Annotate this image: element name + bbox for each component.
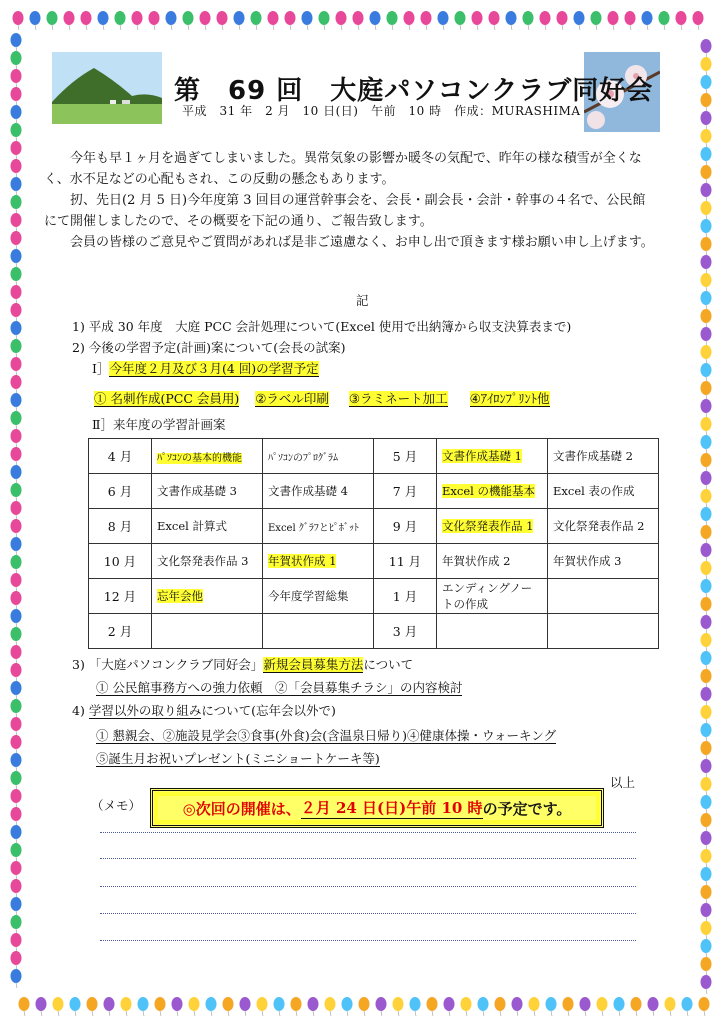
balloon-icon — [11, 393, 22, 407]
balloon-icon — [701, 435, 712, 449]
balloon-icon — [701, 273, 712, 287]
balloon-icon — [701, 417, 712, 431]
balloon-icon — [699, 997, 710, 1011]
balloon-icon — [149, 11, 160, 25]
next-meeting-notice — [150, 788, 604, 828]
item-4-lead: 4) — [72, 703, 89, 718]
balloon-icon — [701, 93, 712, 107]
balloon-icon — [614, 997, 625, 1011]
notice-prefix: ◎次回の開催は、 — [182, 799, 301, 818]
section-1-heading — [92, 358, 319, 379]
balloon-icon — [308, 997, 319, 1011]
item-3-lead: 3) 「大庭パソコンクラブ同好会」 — [72, 657, 264, 672]
balloon-icon — [701, 201, 712, 215]
balloon-icon — [240, 997, 251, 1011]
month-cell: 12 月 — [89, 579, 152, 614]
balloon-icon — [387, 11, 398, 25]
balloon-icon — [701, 363, 712, 377]
balloon-icon — [11, 627, 22, 641]
item-4-underlined: 学習以外の取り組み — [88, 703, 202, 718]
mountain-landscape-photo — [52, 52, 162, 124]
topic-cell: 文書作成基礎 3 — [152, 474, 263, 509]
balloon-icon — [11, 69, 22, 83]
balloon-icon — [427, 997, 438, 1011]
balloon-icon — [11, 609, 22, 623]
balloon-icon — [701, 381, 712, 395]
balloon-icon — [557, 11, 568, 25]
balloon-icon — [631, 997, 642, 1011]
balloon-icon — [81, 11, 92, 25]
balloon-icon — [701, 39, 712, 53]
balloon-icon — [11, 339, 22, 353]
balloon-icon — [701, 75, 712, 89]
memo-line — [100, 886, 636, 887]
table-row — [89, 474, 659, 509]
memo-line — [100, 832, 636, 833]
balloon-icon — [701, 165, 712, 179]
balloon-icon — [11, 105, 22, 119]
balloon-icon — [682, 997, 693, 1011]
balloon-icon — [11, 429, 22, 443]
balloon-icon — [701, 831, 712, 845]
balloon-icon — [472, 11, 483, 25]
balloon-icon — [11, 159, 22, 173]
month-cell: 10 月 — [89, 544, 152, 579]
balloon-icon — [421, 11, 432, 25]
month-cell: 4 月 — [89, 439, 152, 474]
balloon-icon — [166, 11, 177, 25]
balloon-icon — [11, 807, 22, 821]
newsletter-page — [44, 40, 680, 984]
balloon-icon — [11, 483, 22, 497]
item-4-tail: について(忘年会以外で) — [201, 703, 336, 718]
page-subtitle: 平成 31 年 2 月 10 日(日) 午前 10 時 作成：MURASHIMA — [182, 104, 581, 118]
month-cell: 7 月 — [374, 474, 437, 509]
balloon-icon — [444, 997, 455, 1011]
topic-cell — [437, 614, 548, 649]
balloon-icon — [461, 997, 472, 1011]
balloon-icon — [701, 57, 712, 71]
schedule-table — [88, 438, 659, 649]
balloon-icon — [529, 997, 540, 1011]
topic-cell: 文書作成基礎 1 — [437, 439, 548, 474]
balloon-icon — [701, 489, 712, 503]
topic-cell: 年賀状作成 3 — [548, 544, 659, 579]
balloon-icon — [11, 753, 22, 767]
balloon-icon — [648, 997, 659, 1011]
balloon-icon — [183, 11, 194, 25]
balloon-icon — [701, 507, 712, 521]
balloon-icon — [11, 321, 22, 335]
topic-cell: 文化祭発表作品 1 — [437, 509, 548, 544]
balloon-icon — [325, 997, 336, 1011]
balloon-icon — [591, 11, 602, 25]
item-4-sub-2 — [96, 748, 380, 769]
topic-cell: 忘年会他 — [152, 579, 263, 614]
balloon-icon — [546, 997, 557, 1011]
balloon-icon — [404, 11, 415, 25]
balloon-icon — [13, 11, 24, 25]
balloon-icon — [701, 885, 712, 899]
balloon-icon — [676, 11, 687, 25]
topic-list — [94, 388, 550, 409]
balloon-icon — [701, 651, 712, 665]
balloon-icon — [11, 771, 22, 785]
balloon-icon — [11, 213, 22, 227]
balloon-icon — [597, 997, 608, 1011]
intro-paragraph-1: 今年も早１ヶ月を過ぎてしまいました。異常気象の影響か暖冬の気配で、昨年の様な積雪が全くなく、水不足などの心配もされ、この反動の懸念もあります。 — [44, 151, 642, 187]
topic-cell: 年賀状作成 2 — [437, 544, 548, 579]
balloon-icon — [200, 11, 211, 25]
item-4 — [72, 700, 336, 721]
topic-3: ③ラミネート加工 — [348, 391, 448, 406]
balloon-icon — [701, 255, 712, 269]
balloon-icon — [701, 543, 712, 557]
balloon-icon — [665, 997, 676, 1011]
balloon-icon — [701, 147, 712, 161]
topic-cell: 年賀状作成 1 — [263, 544, 374, 579]
balloon-icon — [701, 723, 712, 737]
topic-cell — [548, 579, 659, 614]
balloon-icon — [438, 11, 449, 25]
balloon-icon — [11, 717, 22, 731]
balloon-icon — [115, 11, 126, 25]
balloon-icon — [189, 997, 200, 1011]
table-row — [89, 614, 659, 649]
balloon-icon — [217, 11, 228, 25]
balloon-icon — [701, 327, 712, 341]
balloon-icon — [701, 921, 712, 935]
topic-2: ②ラベル印刷 — [255, 391, 329, 406]
balloon-icon — [11, 465, 22, 479]
balloon-icon — [11, 375, 22, 389]
item-3-tail: について — [363, 657, 414, 672]
balloon-icon — [268, 11, 279, 25]
balloon-icon — [11, 249, 22, 263]
balloon-icon — [455, 11, 466, 25]
memo-line — [100, 913, 636, 914]
section-1-title: 今年度２月及び３月(4 回)の学習予定 — [109, 361, 319, 376]
balloon-icon — [540, 11, 551, 25]
balloon-icon — [495, 997, 506, 1011]
balloon-icon — [19, 997, 30, 1011]
balloon-icon — [11, 303, 22, 317]
memo-label: （メモ） — [91, 798, 142, 813]
balloon-icon — [291, 997, 302, 1011]
balloon-icon — [104, 997, 115, 1011]
balloon-icon — [11, 735, 22, 749]
topic-cell: Excel 表の作成 — [548, 474, 659, 509]
balloon-icon — [87, 997, 98, 1011]
balloon-icon — [11, 411, 22, 425]
month-cell: 5 月 — [374, 439, 437, 474]
balloon-icon — [701, 399, 712, 413]
balloon-icon — [701, 867, 712, 881]
notice-date: ２月 24 日(日)午前 10 時 — [300, 799, 483, 817]
topic-cell: Excel ｸﾞﾗﾌとﾋﾟﾎﾞｯﾄ — [263, 509, 374, 544]
balloon-icon — [701, 777, 712, 791]
balloon-icon — [563, 997, 574, 1011]
table-row — [89, 579, 659, 614]
balloon-icon — [11, 699, 22, 713]
balloon-icon — [580, 997, 591, 1011]
balloon-icon — [701, 453, 712, 467]
balloon-icon — [701, 129, 712, 143]
balloon-icon — [11, 123, 22, 137]
balloon-icon — [701, 345, 712, 359]
balloon-icon — [574, 11, 585, 25]
balloon-icon — [47, 11, 58, 25]
balloon-icon — [11, 591, 22, 605]
month-cell: 2 月 — [89, 614, 152, 649]
topic-cell: 文書作成基礎 4 — [263, 474, 374, 509]
balloon-icon — [336, 11, 347, 25]
balloon-icon — [30, 11, 41, 25]
balloon-icon — [608, 11, 619, 25]
balloon-icon — [121, 997, 132, 1011]
balloon-icon — [353, 11, 364, 25]
item-3-highlight: 新規会員募集方法 — [263, 657, 364, 672]
balloon-icon — [11, 969, 22, 983]
balloon-icon — [701, 309, 712, 323]
balloon-icon — [132, 11, 143, 25]
balloon-icon — [342, 997, 353, 1011]
balloon-icon — [359, 997, 370, 1011]
intro-paragraph-2: 扨、先日(2 月 5 日)今年度第 3 回目の運営幹事会を、会長・副会長・会計・幹事の４名で、公民館にて開催しましたので、その概要を下記の通り、ご報告致します。 — [44, 193, 646, 229]
balloon-icon — [11, 663, 22, 677]
balloon-icon — [701, 579, 712, 593]
balloon-icon — [642, 11, 653, 25]
balloon-icon — [11, 861, 22, 875]
balloon-icon — [11, 357, 22, 371]
balloon-icon — [701, 813, 712, 827]
topic-cell — [263, 614, 374, 649]
balloon-icon — [701, 597, 712, 611]
balloon-icon — [223, 997, 234, 1011]
balloon-icon — [11, 933, 22, 947]
balloon-icon — [53, 997, 64, 1011]
balloon-icon — [11, 267, 22, 281]
balloon-icon — [625, 11, 636, 25]
balloon-icon — [701, 615, 712, 629]
balloon-icon — [257, 997, 268, 1011]
balloon-icon — [701, 471, 712, 485]
item-4-sub-2-text: ⑤誕生月お祝いプレゼント(ミニショートケーキ等) — [96, 751, 380, 766]
balloon-icon — [172, 997, 183, 1011]
balloon-icon — [701, 687, 712, 701]
balloon-icon — [701, 237, 712, 251]
topic-cell: ﾊﾟｿｺﾝの基本的機能 — [152, 439, 263, 474]
memo-line — [100, 940, 636, 941]
balloon-icon — [701, 795, 712, 809]
balloon-icon — [11, 51, 22, 65]
balloon-icon — [11, 501, 22, 515]
table-row — [89, 544, 659, 579]
balloon-icon — [11, 951, 22, 965]
table-row — [89, 439, 659, 474]
item-1: 1) 平成 30 年度 大庭 PCC 会計処理について(Excel 使用で出納簿から収支決算表まで) — [72, 319, 572, 334]
balloon-icon — [523, 11, 534, 25]
balloon-icon — [701, 525, 712, 539]
topic-cell: Excel 計算式 — [152, 509, 263, 544]
balloon-icon — [489, 11, 500, 25]
balloon-icon — [64, 11, 75, 25]
balloon-icon — [11, 519, 22, 533]
balloon-icon — [693, 11, 704, 25]
balloon-icon — [302, 11, 313, 25]
topic-cell: 今年度学習総集 — [263, 579, 374, 614]
topic-cell — [152, 614, 263, 649]
month-cell: 1 月 — [374, 579, 437, 614]
balloon-icon — [138, 997, 149, 1011]
month-cell: 11 月 — [374, 544, 437, 579]
balloon-icon — [11, 87, 22, 101]
balloon-icon — [701, 903, 712, 917]
balloon-icon — [11, 141, 22, 155]
balloon-icon — [701, 111, 712, 125]
balloon-icon — [155, 997, 166, 1011]
balloon-icon — [701, 633, 712, 647]
table-row — [89, 509, 659, 544]
ki-heading: 記 — [356, 293, 369, 308]
balloon-icon — [701, 741, 712, 755]
item-3-sub-text: ① 公民館事務方への強力依頼 ②「会員募集チラシ」の内容検討 — [96, 680, 463, 695]
notice-suffix: の予定です。 — [482, 799, 572, 818]
topic-cell: エンディングノートの作成 — [437, 579, 548, 614]
balloon-icon — [701, 975, 712, 989]
balloon-icon — [11, 879, 22, 893]
balloon-icon — [701, 759, 712, 773]
topic-cell: 文書作成基礎 2 — [548, 439, 659, 474]
balloon-icon — [11, 789, 22, 803]
balloon-icon — [11, 825, 22, 839]
balloon-icon — [512, 997, 523, 1011]
intro-paragraph-3: 会員の皆様のご意見やご質問があれば是非ご遠慮なく、お申し出で頂きます様お願い申し上げます。 — [70, 235, 654, 250]
balloon-icon — [234, 11, 245, 25]
page-title: 第 69 回 大庭パソコンクラブ同好会 — [174, 76, 654, 106]
balloon-icon — [11, 33, 22, 47]
balloon-icon — [701, 219, 712, 233]
item-4-sub-1 — [96, 725, 556, 746]
balloon-icon — [701, 705, 712, 719]
balloon-icon — [11, 573, 22, 587]
balloon-icon — [11, 645, 22, 659]
balloon-icon — [206, 997, 217, 1011]
balloon-icon — [506, 11, 517, 25]
topic-cell: ﾊﾟｿｺﾝのﾌﾟﾛｸﾞﾗﾑ — [263, 439, 374, 474]
month-cell: 6 月 — [89, 474, 152, 509]
balloon-icon — [701, 291, 712, 305]
balloon-icon — [251, 11, 262, 25]
topic-4: ④ｱｲﾛﾝﾌﾟﾘﾝﾄ他 — [469, 391, 550, 406]
topic-cell — [548, 614, 659, 649]
month-cell: 8 月 — [89, 509, 152, 544]
balloon-icon — [11, 915, 22, 929]
balloon-icon — [478, 997, 489, 1011]
item-3 — [72, 654, 413, 675]
balloon-icon — [701, 849, 712, 863]
balloon-icon — [393, 997, 404, 1011]
balloon-icon — [701, 669, 712, 683]
balloon-icon — [410, 997, 421, 1011]
balloon-icon — [11, 843, 22, 857]
item-3-sub — [96, 677, 462, 698]
month-cell: 9 月 — [374, 509, 437, 544]
balloon-icon — [701, 561, 712, 575]
section-2-heading: Ⅱ］来年度の学習計画案 — [92, 417, 226, 432]
balloon-icon — [11, 897, 22, 911]
item-2: 2) 今後の学習予定(計画)案について(会長の試案) — [72, 340, 346, 355]
topic-1: ① 名刺作成(PCC 会員用) — [94, 391, 240, 406]
balloon-icon — [11, 177, 22, 191]
month-cell: 3 月 — [374, 614, 437, 649]
balloon-icon — [11, 555, 22, 569]
item-4-sub-1-text: ① 懇親会、②施設見学会③食事(外食)会(含温泉日帰り)④健康体操・ウォーキング — [96, 728, 557, 743]
balloon-icon — [659, 11, 670, 25]
section-1-prefix: Ⅰ］ — [92, 361, 110, 376]
balloon-icon — [11, 537, 22, 551]
balloon-icon — [701, 939, 712, 953]
balloon-icon — [274, 997, 285, 1011]
balloon-icon — [11, 447, 22, 461]
balloon-icon — [98, 11, 109, 25]
balloon-icon — [11, 231, 22, 245]
topic-cell: 文化祭発表作品 2 — [548, 509, 659, 544]
balloon-icon — [70, 997, 81, 1011]
balloon-icon — [319, 11, 330, 25]
balloon-icon — [36, 997, 47, 1011]
closing-ijo: 以上 — [610, 775, 636, 790]
balloon-icon — [11, 195, 22, 209]
balloon-icon — [370, 11, 381, 25]
topic-cell: Excel の機能基本 — [437, 474, 548, 509]
balloon-icon — [11, 285, 22, 299]
balloon-icon — [11, 681, 22, 695]
balloon-icon — [701, 183, 712, 197]
topic-cell: 文化祭発表作品 3 — [152, 544, 263, 579]
balloon-icon — [285, 11, 296, 25]
balloon-icon — [376, 997, 387, 1011]
balloon-icon — [701, 957, 712, 971]
memo-line — [100, 858, 636, 859]
